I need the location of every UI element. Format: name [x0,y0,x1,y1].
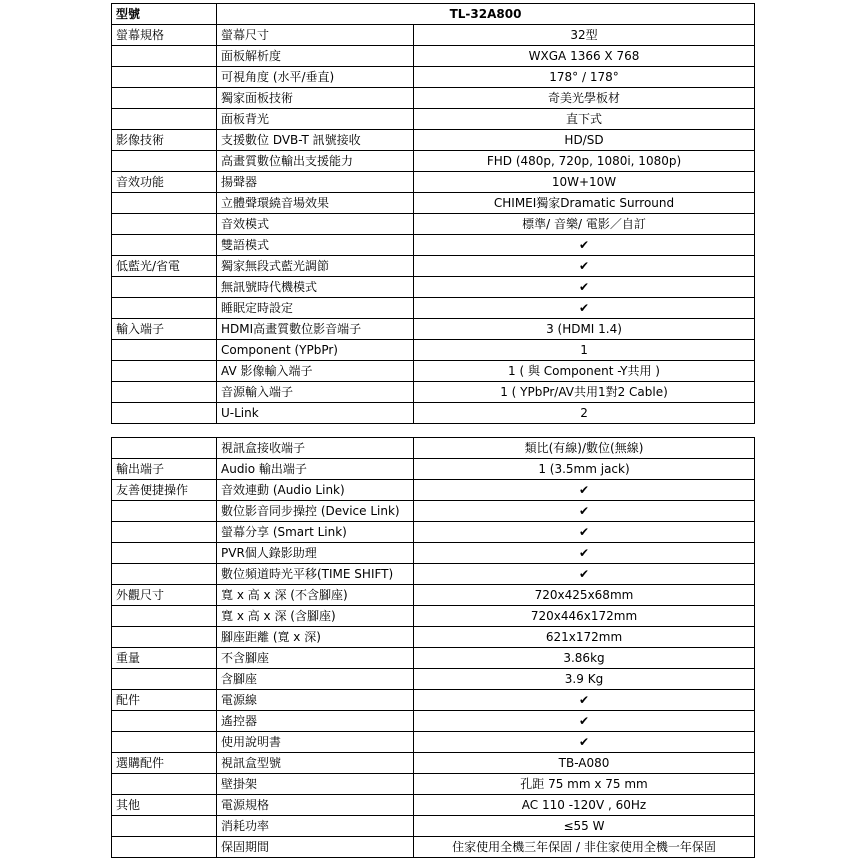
category-cell: 外觀尺寸 [112,585,217,606]
spec-table-bottom [111,437,755,858]
category-cell: 重量 [112,648,217,669]
category-cell [112,627,217,648]
category-cell [112,732,217,753]
category-cell: 輸入端子 [112,319,217,340]
value-cell: 10W+10W [414,172,755,193]
item-cell: 保固期間 [217,837,414,858]
table-row [112,46,755,67]
model-value: TL-32A800 [217,4,755,25]
value-cell: 奇美光學板材 [414,88,755,109]
table-row [112,277,755,298]
item-cell: 螢幕尺寸 [217,25,414,46]
value-cell: ≤55 W [414,816,755,837]
item-cell: 支援數位 DVB-T 訊號接收 [217,130,414,151]
value-cell: ✔ [414,711,755,732]
table-row [112,522,755,543]
item-cell: 使用說明書 [217,732,414,753]
category-cell [112,564,217,585]
item-cell: 獨家面板技術 [217,88,414,109]
item-cell: 音源輸入端子 [217,382,414,403]
category-cell [112,543,217,564]
table-row [112,543,755,564]
table-row [112,298,755,319]
table-row [112,256,755,277]
category-cell [112,340,217,361]
item-cell: 立體聲環繞音場效果 [217,193,414,214]
spec-table-top [111,3,755,424]
table-row [112,172,755,193]
value-cell: 1 [414,340,755,361]
category-cell [112,501,217,522]
category-cell: 音效功能 [112,172,217,193]
value-cell: FHD (480p, 720p, 1080i, 1080p) [414,151,755,172]
table-row [112,340,755,361]
table-row [112,438,755,459]
item-cell: 面板背光 [217,109,414,130]
value-cell: ✔ [414,522,755,543]
category-cell [112,235,217,256]
item-cell: 無訊號時代機模式 [217,277,414,298]
value-cell: 3.9 Kg [414,669,755,690]
item-cell: 電源線 [217,690,414,711]
table-row [112,151,755,172]
category-cell [112,361,217,382]
table-row [112,361,755,382]
category-cell [112,669,217,690]
value-cell: 3.86kg [414,648,755,669]
item-cell: 視訊盒接收端子 [217,438,414,459]
table-row [112,669,755,690]
item-cell: 可視角度 (水平/垂直) [217,67,414,88]
table-row [112,109,755,130]
category-cell: 友善便捷操作 [112,480,217,501]
item-cell: 高畫質數位輸出支援能力 [217,151,414,172]
table-row [112,816,755,837]
item-cell: 數位影音同步操控 (Device Link) [217,501,414,522]
value-cell: ✔ [414,543,755,564]
table-row-header [112,4,755,25]
table-row [112,711,755,732]
table-row [112,480,755,501]
value-cell: ✔ [414,256,755,277]
value-cell: ✔ [414,501,755,522]
table-row [112,564,755,585]
item-cell: 音效連動 (Audio Link) [217,480,414,501]
category-cell [112,522,217,543]
model-label: 型號 [112,4,217,25]
item-cell: 遙控器 [217,711,414,732]
item-cell: Audio 輸出端子 [217,459,414,480]
table-row [112,501,755,522]
value-cell: 直下式 [414,109,755,130]
item-cell: 睡眠定時設定 [217,298,414,319]
item-cell: 消耗功率 [217,816,414,837]
item-cell: AV 影像輸入端子 [217,361,414,382]
category-cell [112,438,217,459]
value-cell: 1 ( YPbPr/AV共用1對2 Cable) [414,382,755,403]
value-cell: AC 110 -120V , 60Hz [414,795,755,816]
table-row [112,648,755,669]
category-cell: 配件 [112,690,217,711]
category-cell: 輸出端子 [112,459,217,480]
value-cell: ✔ [414,690,755,711]
value-cell: ✔ [414,298,755,319]
category-cell [112,151,217,172]
category-cell [112,214,217,235]
category-cell [112,109,217,130]
item-cell: 電源規格 [217,795,414,816]
value-cell: CHIMEI獨家Dramatic Surround [414,193,755,214]
value-cell: 621x172mm [414,627,755,648]
value-cell: HD/SD [414,130,755,151]
table-row [112,403,755,424]
item-cell: 寬 x 高 x 深 (含腳座) [217,606,414,627]
item-cell: 面板解析度 [217,46,414,67]
value-cell: 住家使用全機三年保固 / 非住家使用全機一年保固 [414,837,755,858]
value-cell: 標準/ 音樂/ 電影／自訂 [414,214,755,235]
item-cell: 揚聲器 [217,172,414,193]
item-cell: 不含腳座 [217,648,414,669]
table-row [112,193,755,214]
table-row [112,837,755,858]
table-row [112,382,755,403]
item-cell: HDMI高畫質數位影音端子 [217,319,414,340]
table-row [112,774,755,795]
item-cell: 螢幕分享 (Smart Link) [217,522,414,543]
item-cell: Component (YPbPr) [217,340,414,361]
category-cell [112,816,217,837]
item-cell: 腳座距離 (寬 x 深) [217,627,414,648]
item-cell: 獨家無段式藍光調節 [217,256,414,277]
table-row [112,732,755,753]
table-row [112,753,755,774]
category-cell: 選購配件 [112,753,217,774]
value-cell: 1 ( 與 Component -Y共用 ) [414,361,755,382]
item-cell: 寬 x 高 x 深 (不含腳座) [217,585,414,606]
category-cell: 影像技術 [112,130,217,151]
value-cell: ✔ [414,480,755,501]
item-cell: PVR個人錄影助理 [217,543,414,564]
value-cell: 32型 [414,25,755,46]
value-cell: 類比(有線)/數位(無線) [414,438,755,459]
value-cell: 3 (HDMI 1.4) [414,319,755,340]
item-cell: 音效模式 [217,214,414,235]
value-cell: TB-A080 [414,753,755,774]
table-row [112,25,755,46]
table-row [112,690,755,711]
item-cell: 含腳座 [217,669,414,690]
value-cell: ✔ [414,564,755,585]
category-cell [112,298,217,319]
item-cell: 壁掛架 [217,774,414,795]
table-row [112,67,755,88]
category-cell [112,193,217,214]
value-cell: WXGA 1366 X 768 [414,46,755,67]
value-cell: ✔ [414,732,755,753]
value-cell: 2 [414,403,755,424]
category-cell: 其他 [112,795,217,816]
category-cell [112,277,217,298]
item-cell: 數位頻道時光平移(TIME SHIFT) [217,564,414,585]
category-cell [112,46,217,67]
category-cell [112,774,217,795]
table-row [112,319,755,340]
category-cell [112,67,217,88]
table-row [112,627,755,648]
category-cell: 低藍光/省電 [112,256,217,277]
value-cell: 720x425x68mm [414,585,755,606]
table-row [112,88,755,109]
table-row [112,795,755,816]
category-cell [112,403,217,424]
value-cell: ✔ [414,277,755,298]
category-cell [112,606,217,627]
item-cell: 視訊盒型號 [217,753,414,774]
category-cell [112,837,217,858]
item-cell: U-Link [217,403,414,424]
value-cell: 1 (3.5mm jack) [414,459,755,480]
category-cell: 螢幕規格 [112,25,217,46]
item-cell: 雙語模式 [217,235,414,256]
table-row [112,130,755,151]
value-cell: ✔ [414,235,755,256]
value-cell: 孔距 75 mm x 75 mm [414,774,755,795]
table-row [112,459,755,480]
table-row [112,235,755,256]
category-cell [112,88,217,109]
value-cell: 178° / 178° [414,67,755,88]
category-cell [112,711,217,732]
table-row [112,214,755,235]
value-cell: 720x446x172mm [414,606,755,627]
table-row [112,585,755,606]
category-cell [112,382,217,403]
table-row [112,606,755,627]
